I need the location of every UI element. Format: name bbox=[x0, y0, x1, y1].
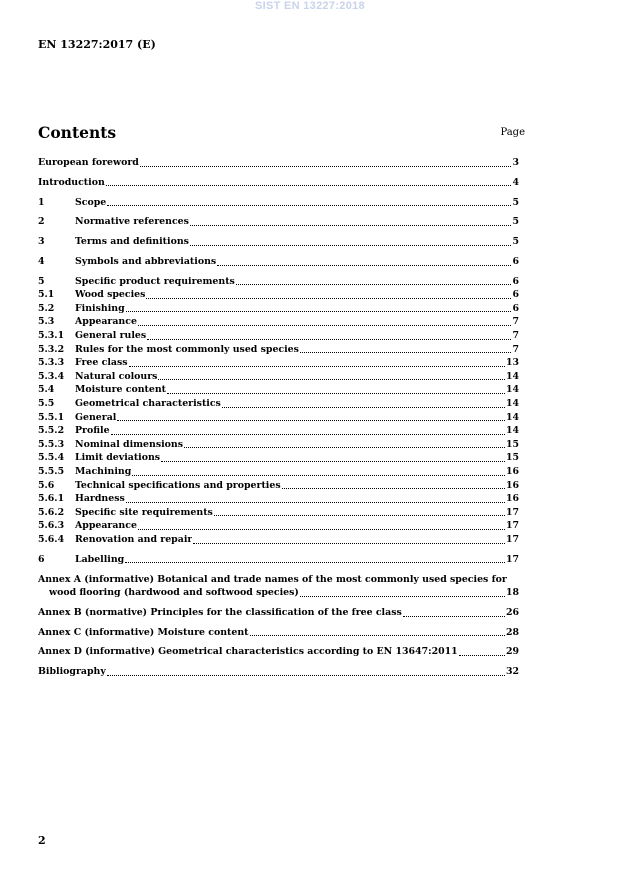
toc-entry-finishing[interactable] bbox=[38, 302, 519, 316]
dot-leader bbox=[161, 461, 505, 462]
toc-title: Rules for the most commonly used species bbox=[75, 343, 299, 355]
dot-leader bbox=[217, 265, 511, 266]
toc-page: 7 bbox=[512, 330, 519, 342]
dot-leader bbox=[250, 635, 505, 636]
toc-number: 5.4 bbox=[38, 384, 55, 396]
dot-leader bbox=[193, 543, 505, 544]
toc-title: Moisture content bbox=[75, 384, 167, 396]
toc-page: 16 bbox=[505, 479, 519, 491]
annex-line bbox=[38, 606, 519, 620]
dot-leader bbox=[129, 366, 505, 367]
annex-title: Annex A (informative) Botanical and trade names of the most commonly used species for bbox=[38, 573, 507, 585]
toc-title: Hardness bbox=[75, 493, 125, 505]
toc-page: 17 bbox=[505, 553, 519, 565]
toc-title: Profile bbox=[75, 425, 110, 437]
toc-page: 4 bbox=[512, 176, 519, 188]
dot-leader bbox=[459, 655, 505, 656]
annex-title: Annex B (normative) Principles for the classification of the free class bbox=[38, 606, 402, 618]
toc-number: 5.6.4 bbox=[38, 533, 65, 545]
toc-title: Free class bbox=[75, 357, 128, 369]
toc-number: 5.1 bbox=[38, 289, 55, 301]
toc-page: 26 bbox=[505, 606, 519, 618]
toc-page: 7 bbox=[512, 343, 519, 355]
toc-entry-renovation-repair[interactable] bbox=[38, 533, 519, 547]
toc-page: 3 bbox=[512, 157, 519, 168]
dot-leader bbox=[107, 675, 505, 676]
toc-number: 5.5.5 bbox=[38, 466, 65, 477]
dot-leader bbox=[117, 420, 505, 421]
page-column-label: Page bbox=[500, 127, 525, 138]
watermark: SIST EN 13227:2018 bbox=[255, 0, 365, 12]
toc-number: 6 bbox=[38, 553, 45, 565]
toc-number: 5.5.2 bbox=[38, 425, 65, 437]
toc-page: 14 bbox=[505, 384, 519, 396]
toc-number: 5.3 bbox=[38, 316, 55, 328]
toc-page: 5 bbox=[512, 236, 519, 248]
dot-leader bbox=[282, 488, 505, 489]
toc-page: 14 bbox=[505, 370, 519, 382]
toc-entry-specific-product-requirements[interactable] bbox=[38, 275, 519, 289]
annex-line bbox=[38, 665, 519, 679]
dot-leader bbox=[138, 325, 512, 326]
dot-leader bbox=[132, 475, 505, 476]
toc-page: 32 bbox=[505, 666, 519, 678]
contents-title: Contents bbox=[38, 123, 117, 142]
toc-title: Appearance bbox=[75, 316, 137, 328]
toc-entry-bibliography[interactable] bbox=[38, 665, 519, 679]
toc-entry-introduction[interactable] bbox=[38, 176, 519, 190]
toc-title: Symbols and abbreviations bbox=[75, 255, 217, 267]
toc-entry-annex-b[interactable] bbox=[38, 606, 519, 620]
dot-leader bbox=[403, 616, 505, 617]
toc-title: Renovation and repair bbox=[75, 533, 193, 545]
dot-leader bbox=[300, 596, 505, 597]
toc-page: 6 bbox=[512, 255, 519, 267]
toc-entry-annex-d[interactable] bbox=[38, 645, 519, 659]
toc-number: 5.3.3 bbox=[38, 357, 65, 369]
dot-leader bbox=[190, 245, 512, 246]
annex-line bbox=[38, 586, 519, 600]
toc-title: General bbox=[75, 411, 117, 423]
page-number: 2 bbox=[38, 834, 46, 847]
annex-line bbox=[38, 645, 519, 659]
toc-number: 2 bbox=[38, 216, 45, 228]
dot-leader bbox=[140, 166, 512, 167]
toc-title: Nominal dimensions bbox=[75, 438, 184, 450]
toc-entry-nominal-dimensions[interactable] bbox=[38, 438, 519, 452]
toc-entry-annex-c[interactable] bbox=[38, 626, 519, 640]
toc-number: 5.5.1 bbox=[38, 411, 65, 423]
dot-leader bbox=[107, 205, 511, 206]
toc-title: Appearance bbox=[75, 520, 137, 532]
dot-leader bbox=[236, 284, 512, 285]
dot-leader bbox=[300, 352, 512, 353]
toc-entry-machining[interactable] bbox=[38, 465, 519, 479]
dot-leader bbox=[125, 562, 505, 563]
toc-number: 3 bbox=[38, 236, 45, 248]
toc-entry-european-foreword[interactable] bbox=[38, 156, 519, 170]
toc-number: 5.6 bbox=[38, 479, 55, 491]
toc-page: 15 bbox=[505, 438, 519, 450]
dot-leader bbox=[111, 434, 505, 435]
toc-title: Terms and definitions bbox=[75, 236, 189, 248]
toc-number: 5.6.2 bbox=[38, 506, 65, 518]
dot-leader bbox=[222, 407, 505, 408]
toc-page: 6 bbox=[512, 289, 519, 301]
toc-number: 5.5 bbox=[38, 398, 55, 410]
toc-entry-scope[interactable] bbox=[38, 196, 519, 210]
toc-entry-moisture-content[interactable] bbox=[38, 383, 519, 397]
toc-entry-technical-specifications[interactable] bbox=[38, 479, 519, 493]
toc-entry-general-rules[interactable] bbox=[38, 329, 519, 343]
toc-entry-general[interactable] bbox=[38, 411, 519, 425]
toc-page: 16 bbox=[505, 493, 519, 505]
toc-page: 13 bbox=[505, 357, 519, 369]
toc-number: 5.2 bbox=[38, 302, 55, 314]
toc-number: 5.6.1 bbox=[38, 493, 65, 505]
annex-line bbox=[38, 573, 519, 587]
annex-line bbox=[38, 626, 519, 640]
toc-title: Normative references bbox=[75, 216, 189, 228]
toc-entry-natural-colours[interactable] bbox=[38, 370, 519, 384]
toc-entry-free-class[interactable] bbox=[38, 356, 519, 370]
toc-entry-rules-common-species[interactable] bbox=[38, 343, 519, 357]
toc-title: European foreword bbox=[38, 157, 139, 168]
toc-title: Finishing bbox=[75, 302, 125, 314]
toc-page: 5 bbox=[512, 216, 519, 228]
toc-title: Specific site requirements bbox=[75, 506, 213, 518]
toc-page: 28 bbox=[505, 626, 519, 638]
toc-number: 5.5.4 bbox=[38, 452, 65, 464]
toc-title: Introduction bbox=[38, 176, 105, 188]
dot-leader bbox=[167, 393, 505, 394]
toc-number: 5.6.3 bbox=[38, 520, 65, 532]
dot-leader bbox=[147, 339, 511, 340]
toc-number: 1 bbox=[38, 196, 45, 208]
toc-title: Natural colours bbox=[75, 370, 158, 382]
toc-number: 5.3.2 bbox=[38, 343, 65, 355]
toc-title: Wood species bbox=[75, 289, 146, 301]
toc-page: 6 bbox=[512, 275, 519, 287]
toc-page: 29 bbox=[505, 646, 519, 658]
toc-number: 5.3.4 bbox=[38, 370, 65, 382]
dot-leader bbox=[146, 298, 511, 299]
toc-entry-wood-species[interactable] bbox=[38, 288, 519, 302]
annex-title: Annex C (informative) Moisture content bbox=[38, 626, 249, 638]
dot-leader bbox=[138, 529, 505, 530]
toc-entry-labelling[interactable] bbox=[38, 553, 519, 567]
toc-number: 5 bbox=[38, 275, 45, 287]
toc-entry-appearance-2[interactable] bbox=[38, 519, 519, 533]
toc-page: 14 bbox=[505, 425, 519, 437]
toc-page: 16 bbox=[505, 466, 519, 477]
toc-number: 4 bbox=[38, 255, 45, 267]
annex-title: Bibliography bbox=[38, 666, 106, 678]
toc-page: 17 bbox=[505, 520, 519, 532]
dot-leader bbox=[126, 502, 505, 503]
toc-page: 18 bbox=[505, 587, 519, 599]
dot-leader bbox=[190, 225, 512, 226]
dot-leader bbox=[106, 185, 512, 186]
toc-entry-specific-site-requirements[interactable] bbox=[38, 506, 519, 520]
dot-leader bbox=[214, 515, 505, 516]
toc-title: Machining bbox=[75, 466, 132, 477]
toc-number: 5.5.3 bbox=[38, 438, 65, 450]
toc-page: 6 bbox=[512, 302, 519, 314]
table-of-contents bbox=[38, 156, 519, 679]
toc-entry-profile[interactable] bbox=[38, 424, 519, 438]
toc-page: 15 bbox=[505, 452, 519, 464]
toc-entry-appearance[interactable] bbox=[38, 315, 519, 329]
toc-page: 17 bbox=[505, 533, 519, 545]
toc-title: Specific product requirements bbox=[75, 275, 235, 287]
toc-entry-geometrical-characteristics[interactable] bbox=[38, 397, 519, 411]
toc-entry-limit-deviations[interactable] bbox=[38, 451, 519, 465]
toc-page: 7 bbox=[512, 316, 519, 328]
toc-page: 14 bbox=[505, 398, 519, 410]
document-id: EN 13227:2017 (E) bbox=[38, 38, 156, 51]
toc-page: 17 bbox=[505, 506, 519, 518]
dot-leader bbox=[126, 311, 512, 312]
toc-title: Limit deviations bbox=[75, 452, 161, 464]
toc-entry-normative-references[interactable] bbox=[38, 215, 519, 229]
toc-title: Scope bbox=[75, 196, 107, 208]
toc-entry-terms-definitions[interactable] bbox=[38, 235, 519, 249]
toc-title: Technical specifications and properties bbox=[75, 479, 281, 491]
toc-page: 14 bbox=[505, 411, 519, 423]
toc-entry-hardness[interactable] bbox=[38, 492, 519, 506]
toc-number: 5.3.1 bbox=[38, 330, 65, 342]
dot-leader bbox=[158, 379, 505, 380]
annex-title: Annex D (informative) Geometrical characteristics according to EN 13647:2011 bbox=[38, 646, 458, 658]
toc-page: 5 bbox=[512, 196, 519, 208]
toc-entry-symbols-abbreviations[interactable] bbox=[38, 255, 519, 269]
toc-title: Labelling bbox=[75, 553, 125, 565]
toc-entry-annex-a[interactable] bbox=[38, 573, 519, 600]
dot-leader bbox=[184, 447, 505, 448]
toc-title: Geometrical characteristics bbox=[75, 398, 221, 410]
toc-title: General rules bbox=[75, 330, 147, 342]
annex-title-continued: wood flooring (hardwood and softwood species) bbox=[49, 587, 299, 599]
